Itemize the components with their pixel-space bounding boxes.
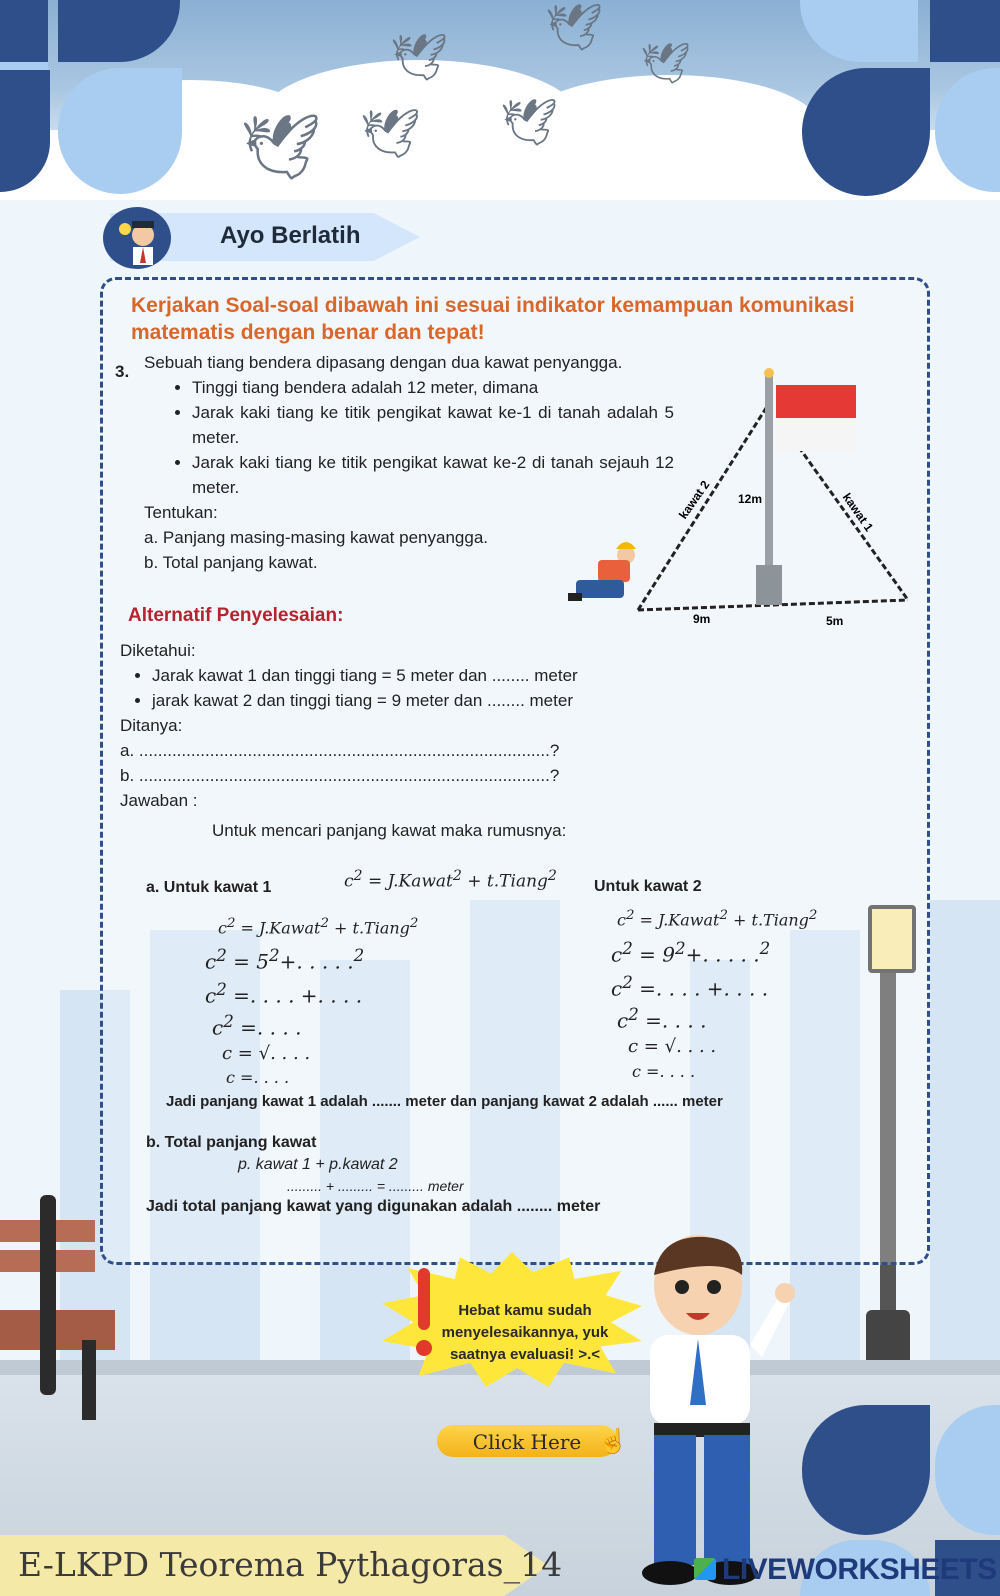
corner-shape: [802, 68, 930, 196]
tentukan-label: Tentukan:: [144, 503, 218, 522]
instruction-heading: Kerjakan Soal-soal dibawah ini sesuai indikator kemampuan komunikasi matematis dengan benar dan tepat!: [131, 294, 855, 344]
formula-intro: Untuk mencari panjang kawat maka rumusnya:: [212, 821, 567, 840]
lamp-base: [866, 1310, 910, 1360]
flagpole: [765, 375, 773, 595]
label-5m: 5m: [826, 614, 844, 628]
bird-icon: 🕊: [390, 31, 449, 83]
k1-step-3: $c^2$ =. . . . +. . . .: [205, 980, 363, 1008]
speech-text: Hebat kamu sudah menyelesaikannya, yuk saatnya evaluasi! >.<: [441, 1302, 609, 1363]
conclusion-a: Jadi panjang kawat 1 adalah ....... meter dan panjang kawat 2 adalah ...... meter: [166, 1093, 723, 1110]
corner-shape: [930, 0, 1000, 62]
formula-main: $c^2$ = J.Kawat$^2$ + t.Tiang$^2$: [344, 868, 557, 892]
ask-b: b. .......................................................................................?: [120, 766, 560, 785]
bird-icon: 🕊: [545, 1, 604, 53]
k1-step-4: $c^2$ =. . . .: [212, 1012, 302, 1040]
k2-step-6: c =. . . .: [632, 1062, 696, 1081]
kawat2-label: Untuk kawat 2: [594, 878, 702, 895]
bench-seat: [0, 1310, 115, 1350]
section-title: Ayo Berlatih: [220, 222, 361, 249]
label-9m: 9m: [693, 612, 711, 626]
problem-bullet: • Jarak kaki tiang ke titik pengikat kawat ke-2 di tanah sejauh 12 meter.: [192, 450, 674, 500]
k1-step-5: c = √. . . .: [222, 1043, 311, 1064]
bench-post: [40, 1195, 56, 1395]
flag-white: [776, 418, 856, 451]
ask-a: a. .......................................................................................?: [120, 741, 560, 760]
bird-icon: 🕊: [360, 108, 421, 161]
known-item: • Jarak kawat 1 dan tinggi tiang = 5 meter dan ........ meter: [152, 663, 740, 688]
bird-icon: 🕊: [240, 111, 322, 183]
worker-body: [598, 560, 630, 582]
kawat-1-line: [783, 425, 908, 600]
diketahui-label: Diketahui:: [120, 641, 196, 660]
conclusion-b: Jadi total panjang kawat yang digunakan adalah ........ meter: [146, 1198, 601, 1215]
k2-step-3: $c^2$ =. . . . +. . . .: [611, 973, 769, 1001]
teacher-avatar-icon: [103, 207, 171, 269]
ditanya-label: Ditanya:: [120, 716, 183, 735]
kawat-2-line: [638, 405, 768, 610]
k1-step-6: c =. . . .: [226, 1068, 290, 1087]
solution-block: [120, 638, 740, 813]
task-a: a. Panjang masing-masing kawat penyangga.: [144, 528, 488, 547]
pole-top: [764, 368, 774, 378]
known-item: • jarak kawat 2 dan tinggi tiang = 9 meter dan ........ meter: [152, 688, 740, 713]
problem-bullet: • Jarak kaki tiang ke titik pengikat kawat ke-1 di tanah adalah 5 meter.: [192, 400, 674, 450]
question-number: 3.: [115, 362, 130, 381]
bird-icon: 🕊: [640, 42, 691, 86]
footer-title: E-LKPD Teorema Pythagoras_14: [18, 1545, 563, 1584]
part-a-label: a. Untuk kawat 1: [146, 879, 272, 896]
solution-heading: Alternatif Penyelesaian:: [128, 605, 344, 626]
label-kawat2: kawat 2: [676, 477, 713, 522]
pole-base: [756, 565, 782, 605]
label-kawat1: kawat 1: [839, 490, 877, 535]
worker-boot: [568, 593, 582, 601]
problem-bullet: • Tinggi tiang bendera adalah 12 meter, dimana: [192, 375, 674, 400]
k2-step-4: $c^2$ =. . . .: [617, 1005, 707, 1033]
label-height: 12m: [738, 492, 763, 506]
k1-step-2: $c^2 = 5^2+$. . . . .$^2$: [205, 946, 365, 974]
worker-helmet: [616, 542, 636, 549]
sum-blank: ......... + ......... = ......... meter: [287, 1178, 464, 1194]
flagpole-figure: [568, 365, 918, 640]
exclamation-icon: [418, 1268, 430, 1330]
k1-step-1: $c^2$ = J.Kawat$^2$ + t.Tiang$^2$: [218, 916, 419, 938]
problem-intro: Sebuah tiang bendera dipasang dengan dua kawat penyangga.: [144, 353, 623, 372]
k2-step-2: $c^2 = 9^2+$. . . . .$^2$: [611, 939, 771, 967]
exclamation-dot: [416, 1340, 432, 1356]
jawaban-label: Jawaban :: [120, 791, 198, 810]
bird-icon: 🕊: [500, 96, 559, 148]
bench-leg: [82, 1340, 96, 1420]
corner-shape: [0, 0, 48, 62]
corner-shape: [58, 68, 182, 194]
k2-step-1: $c^2$ = J.Kawat$^2$ + t.Tiang$^2$: [617, 908, 818, 930]
liveworksheets-logo-icon: [694, 1558, 716, 1580]
hand-pointer-icon: ☝: [598, 1428, 628, 1455]
flag-red: [776, 385, 856, 418]
k2-step-5: c = √. . . .: [628, 1036, 717, 1057]
sum-formula: p. kawat 1 + p.kawat 2: [238, 1156, 398, 1173]
task-b: b. Total panjang kawat.: [144, 553, 318, 572]
part-b-label: b. Total panjang kawat: [146, 1134, 317, 1151]
building: [930, 900, 1000, 1370]
liveworksheets-brand[interactable]: LIVEWORKSHEETS: [722, 1553, 997, 1586]
corner-shape: [802, 1405, 930, 1535]
student-character-icon: [610, 1235, 800, 1596]
click-here-button[interactable]: Click Here: [437, 1425, 617, 1457]
worker-legs: [576, 580, 624, 598]
